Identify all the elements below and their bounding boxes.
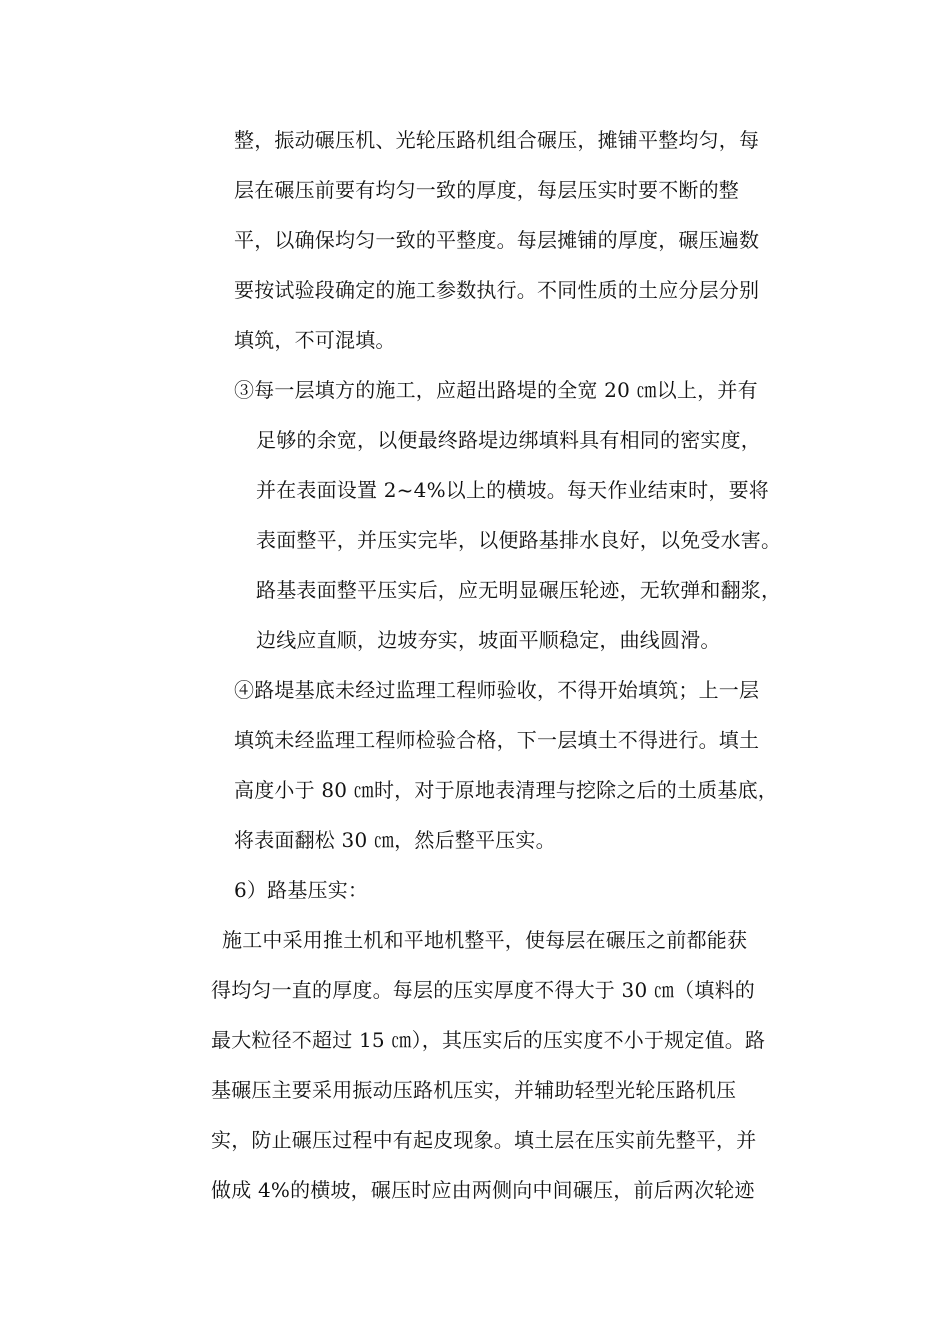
text-line: 整，振动碾压机、光轮压路机组合碾压，摊铺平整均匀，每: [234, 128, 760, 152]
text-line: 基碾压主要采用振动压路机压实，并辅助轻型光轮压路机压: [211, 1078, 737, 1102]
text-line: 填筑，不可混填。: [234, 328, 396, 352]
list-item-3-line: 边线应直顺，边坡夯实，坡面平顺稳定，曲线圆滑。: [256, 628, 721, 652]
list-item-4-line: 高度小于 80 ㎝时，对于原地表清理与挖除之后的土质基底，: [234, 778, 778, 802]
text-line: 得均匀一直的厚度。每层的压实厚度不得大于 30 ㎝（填料的: [211, 978, 755, 1002]
list-item-4-line: 填筑未经监理工程师检验合格，下一层填土不得进行。填土: [234, 728, 760, 752]
list-item-3-line: 路基表面整平压实后，应无明显碾压轮迹，无软弹和翻浆，: [256, 578, 782, 602]
text-line: 最大粒径不超过 15 ㎝），其压实后的压实度不小于规定值。路: [211, 1028, 766, 1052]
text-line: 层在碾压前要有均匀一致的厚度，每层压实时要不断的整: [234, 178, 739, 202]
text-line: 做成 4%的横坡，碾压时应由两侧向中间碾压，前后两次轮迹: [211, 1178, 755, 1202]
text-line: 实，防止碾压过程中有起皮现象。填土层在压实前先整平，并: [211, 1128, 757, 1152]
list-item-3-line: 并在表面设置 2~4%以上的横坡。每天作业结束时，要将: [256, 478, 769, 502]
text-line: 要按试验段确定的施工参数执行。不同性质的土应分层分别: [234, 278, 760, 302]
list-item-3-line: 足够的余宽，以便最终路堤边绑填料具有相同的密实度，: [256, 428, 761, 452]
text-line: 施工中采用推土机和平地机整平，使每层在碾压之前都能获: [222, 928, 748, 952]
list-item-4-line: ④路堤基底未经过监理工程师验收，不得开始填筑；上一层: [234, 678, 760, 702]
list-item-3-line: 表面整平，并压实完毕，以便路基排水良好，以免受水害。: [256, 528, 782, 552]
list-item-3-line: ③每一层填方的施工，应超出路堤的全宽 20 ㎝以上，并有: [234, 378, 758, 402]
list-item-4-line: 将表面翻松 30 ㎝，然后整平压实。: [234, 828, 556, 852]
text-line: 平，以确保均匀一致的平整度。每层摊铺的厚度，碾压遍数: [234, 228, 760, 252]
section-heading: 6）路基压实：: [234, 878, 369, 902]
